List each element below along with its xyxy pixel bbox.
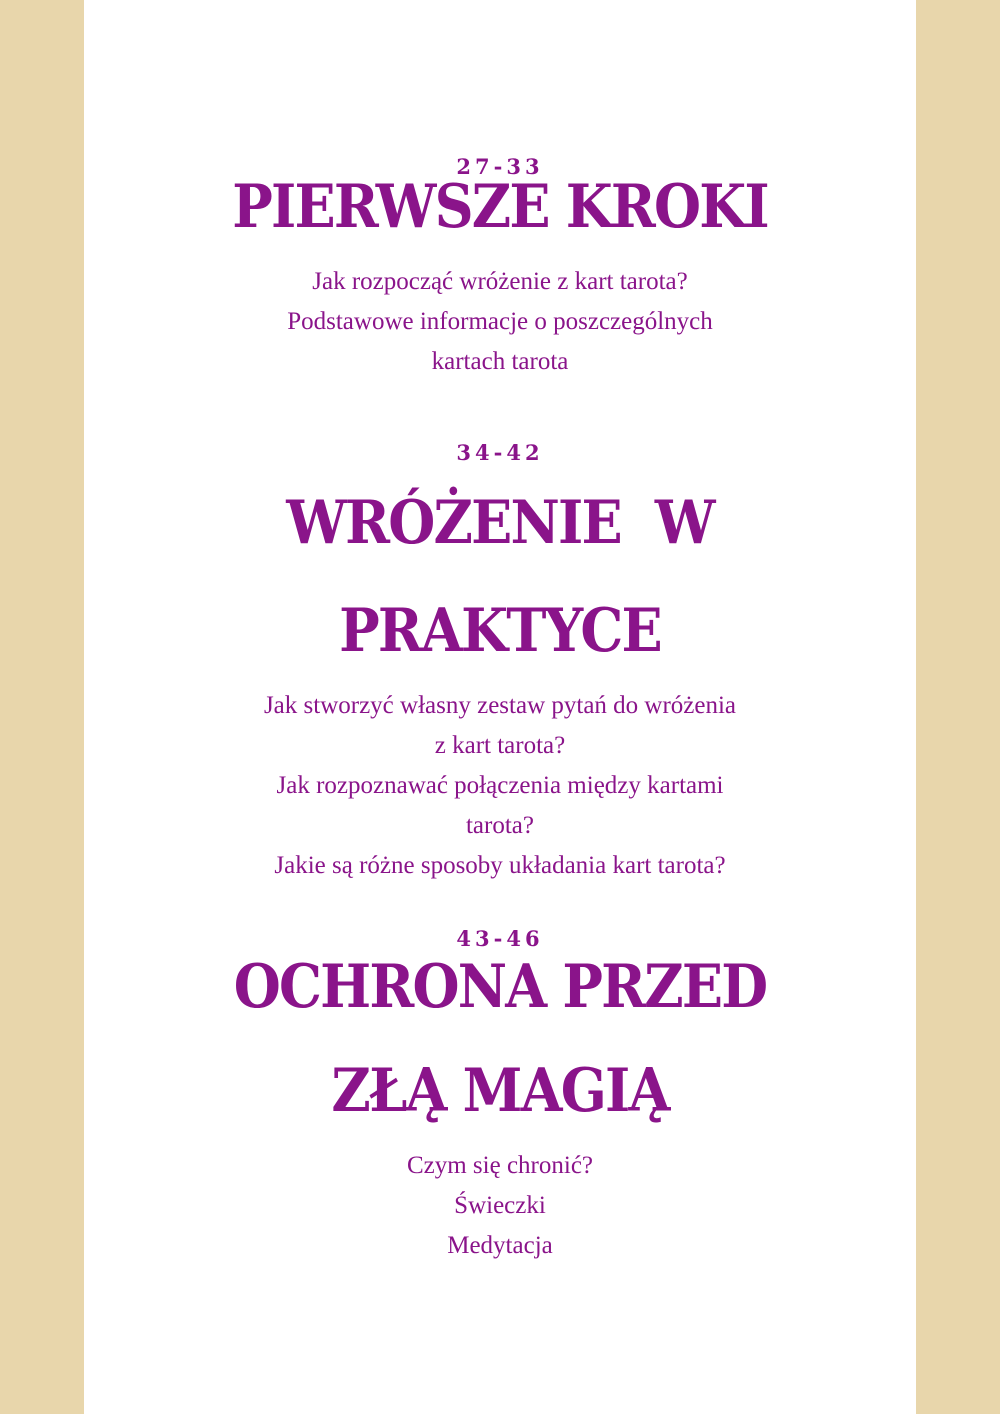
description-line: z kart tarota? xyxy=(434,732,566,759)
description-line: Jak stworzyć własny zestaw pytań do wróżenia xyxy=(263,692,737,719)
description-line: Jak rozpoznawać połączenia między kartami xyxy=(276,772,724,799)
section-wrozenie-w-praktyce xyxy=(84,440,916,886)
section-title: PIERWSZE KROKI xyxy=(232,172,768,242)
description-line: Świeczki xyxy=(454,1192,546,1219)
section-title: ZŁĄ MAGIĄ xyxy=(331,1056,669,1126)
section-title: OCHRONA PRZED xyxy=(233,952,767,1022)
page-range: 43-46 xyxy=(456,926,544,951)
section-pierwsze-kroki xyxy=(84,154,916,382)
description-line: Jak rozpocząć wróżenie z kart tarota? xyxy=(312,268,688,295)
section-title: WRÓŻENIE W xyxy=(286,488,714,558)
page xyxy=(84,0,916,1414)
section-ochrona-przed-zla-magia xyxy=(84,926,916,1266)
page-range: 34-42 xyxy=(456,440,544,465)
section-title: PRAKTYCE xyxy=(339,596,661,666)
description-line: Czym się chronić? xyxy=(406,1152,594,1179)
description-line: tarota? xyxy=(465,812,534,839)
description-line: Medytacja xyxy=(447,1232,553,1259)
description-line: Podstawowe informacje o poszczególnych xyxy=(287,308,713,335)
page-range: 27-33 xyxy=(456,154,544,179)
description-line: kartach tarota xyxy=(431,348,569,375)
description-line: Jakie są różne sposoby układania kart tarota? xyxy=(274,852,726,879)
